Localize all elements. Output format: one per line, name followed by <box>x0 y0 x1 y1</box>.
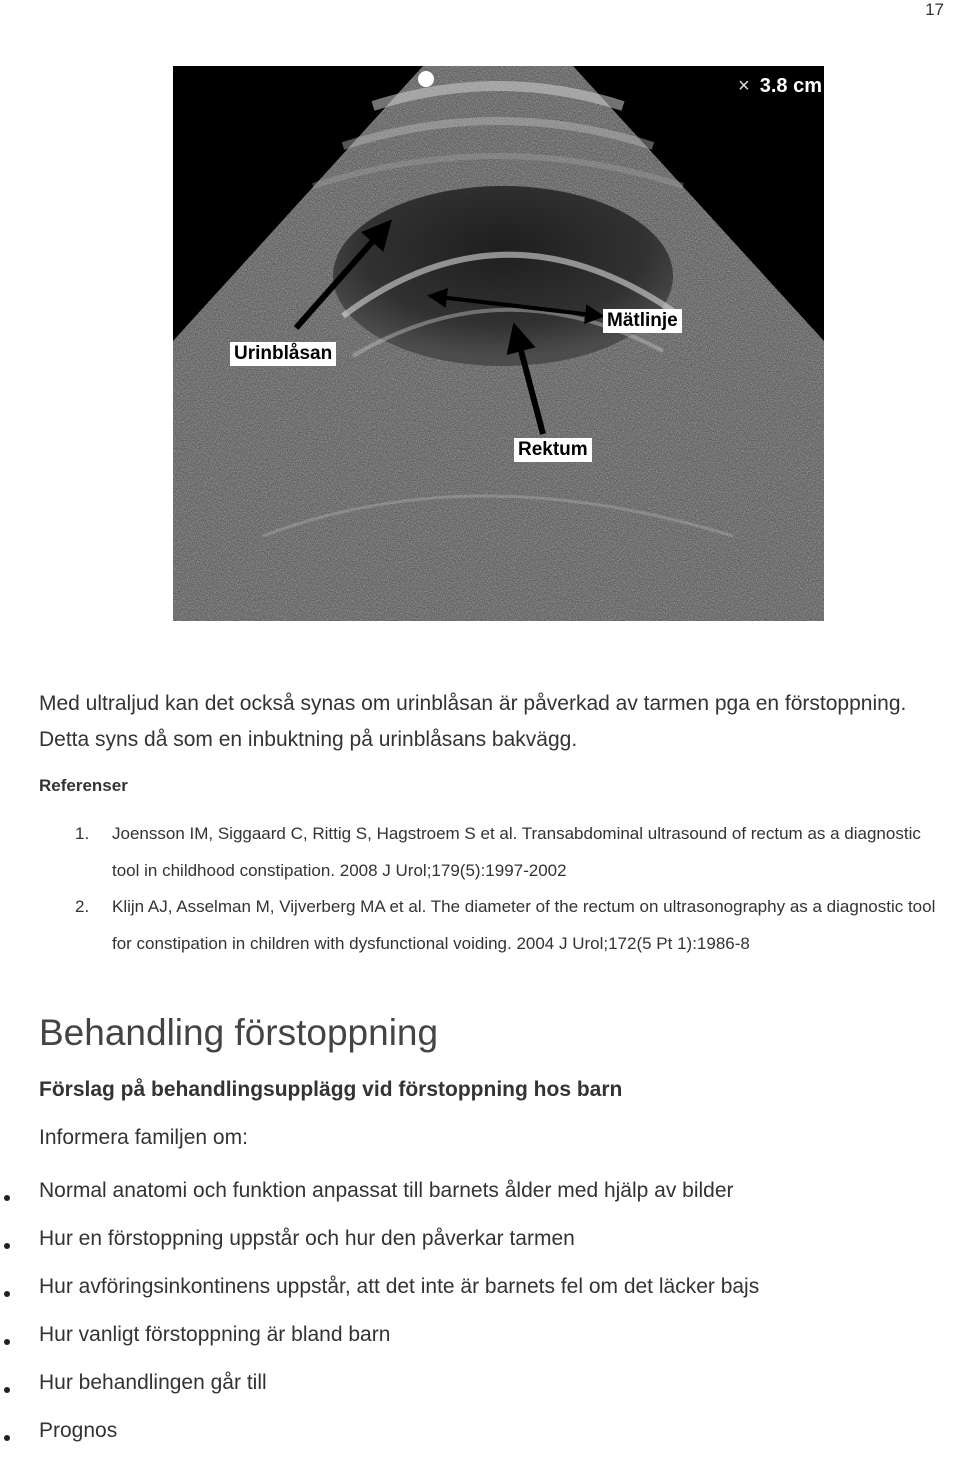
references-list <box>39 816 939 962</box>
reference-item <box>39 816 939 889</box>
references-title: Referenser <box>39 776 128 795</box>
scale-value: 3.8 cm <box>759 75 822 97</box>
list-item <box>0 1222 759 1270</box>
section-subheading: Förslag på behandlingsupplägg vid förstoppning hos barn <box>39 1078 623 1101</box>
bullet-list <box>0 1174 759 1462</box>
list-item-text: Hur vanligt förstoppning är bland barn <box>39 1323 391 1346</box>
bullet-icon <box>4 1387 10 1393</box>
reference-item <box>39 889 939 962</box>
list-item-text: Prognos <box>39 1419 118 1442</box>
reference-number: 1. <box>75 824 90 843</box>
reference-number: 2. <box>75 897 90 916</box>
reference-text: Joensson IM, Siggaard C, Rittig S, Hagstroem S et al. Transabdominal ultrasound of rectum as a diagnostic tool in childhood constipation. 2008 J Urol;179(5):1997-2002 <box>112 824 921 880</box>
bullet-icon <box>4 1435 10 1441</box>
list-item-text: Hur avföringsinkontinens uppstår, att det inte är barnets fel om det läcker bajs <box>39 1275 760 1298</box>
bullet-icon <box>4 1291 10 1297</box>
ultrasound-image <box>173 66 824 621</box>
list-item-text: Hur behandlingen går till <box>39 1371 267 1394</box>
label-matlinje: Mätlinje <box>603 309 682 333</box>
list-item <box>0 1414 759 1462</box>
scale-readout <box>738 75 822 98</box>
bullet-icon <box>4 1243 10 1249</box>
list-item-text: Hur en förstoppning uppstår och hur den påverkar tarmen <box>39 1227 575 1250</box>
bullet-icon <box>4 1339 10 1345</box>
list-item <box>0 1270 759 1318</box>
list-item <box>0 1318 759 1366</box>
section-heading: Behandling förstoppning <box>39 1012 439 1053</box>
body-paragraph: Med ultraljud kan det också synas om urinblåsan är påverkad av tarmen pga en förstoppning. Detta syns då som en inbuktning på urinblåsans bakvägg. <box>39 692 907 751</box>
list-item <box>0 1174 759 1222</box>
intro-text: Informera familjen om: <box>39 1126 248 1149</box>
scale-marker: × <box>738 75 750 97</box>
reference-text: Klijn AJ, Asselman M, Vijverberg MA et al. The diameter of the rectum on ultrasonography as a diagnostic tool for constipation in children with dysfunctional voiding. 2004 J Urol;172(5 Pt 1):1986-8 <box>112 897 936 953</box>
bullet-icon <box>4 1195 10 1201</box>
label-rektum: Rektum <box>514 438 592 462</box>
list-item-text: Normal anatomi och funktion anpassat till barnets ålder med hjälp av bilder <box>39 1179 734 1202</box>
list-item <box>0 1366 759 1414</box>
page-number: 17 <box>925 0 944 19</box>
label-urinblasan: Urinblåsan <box>230 342 336 366</box>
